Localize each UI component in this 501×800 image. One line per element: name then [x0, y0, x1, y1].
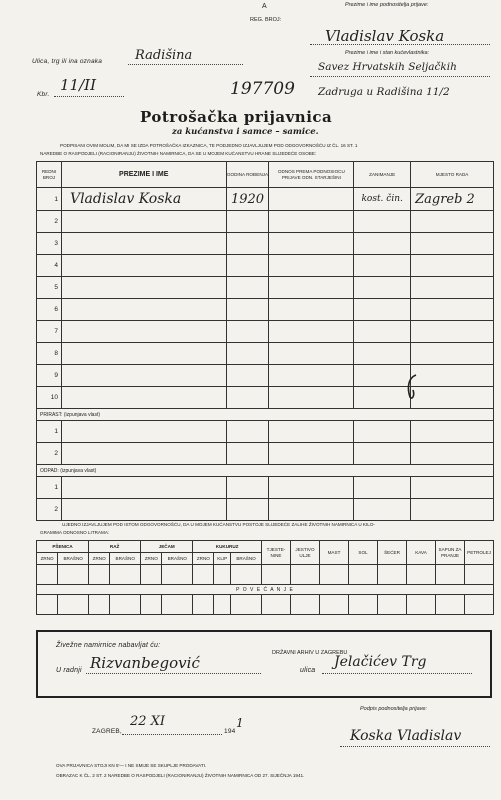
persons-table-header	[37, 162, 494, 188]
prirast-label: PRIRAST: (izpunjava vlast)	[37, 409, 494, 421]
landlord-number: 197709	[230, 79, 295, 99]
sub-brasno: BRAŠNO	[162, 553, 193, 565]
row-number: 2	[37, 443, 62, 465]
purchase-line-1: Živežne namirnice nabavljat ću:	[56, 642, 161, 649]
povecanje-row	[37, 585, 494, 595]
row-relation	[269, 188, 354, 211]
sub-brasno: BRAŠNO	[231, 553, 262, 565]
sub-brasno: BRAŠNO	[110, 553, 141, 565]
intro-text-2: NAREDBE O RASPODJELI (RACIONIRANJU) ŽIVOTNIH NAMIRNICA, DA SE U MOJEM KUĆANSTVU HRANE SLIJEDEĆE OSOBE:	[40, 151, 317, 156]
row-occupation: kost. čin.	[354, 188, 411, 211]
col-tjestenine: TJESTE-NINE	[262, 541, 291, 565]
row-workplace: Zagreb 2	[411, 188, 494, 211]
form-letter: A	[262, 3, 267, 10]
persons-table	[36, 161, 494, 521]
landlord-line-1: Savez Hrvatskih Seljačkih	[318, 61, 457, 73]
col-sapun: SAPUN ZA PRANJE	[436, 541, 465, 565]
sub-zrno: ZRNO	[89, 553, 110, 565]
shop-label: U radnji	[56, 667, 82, 674]
col-godina-rodjenja: GODINA ROĐENJA	[226, 162, 269, 188]
row-number: 4	[37, 255, 62, 277]
col-redni-broj: REDNI BROJ	[37, 162, 62, 188]
row-year: 1920	[226, 188, 269, 211]
sub-zrno: ZRNO	[141, 553, 162, 565]
col-zanimanje: ZANIMANJE	[354, 162, 411, 188]
group-raz: RAŽ	[89, 541, 141, 553]
landlord-caption: Prezime i ime i stan kućevlastnika:	[345, 50, 430, 56]
table-row	[37, 299, 494, 321]
archive-stamp: DRŽAVNI ARHIV U ZAGREBU	[272, 650, 348, 656]
col-secer: ŠEĆER	[378, 541, 407, 565]
table-row	[37, 421, 494, 443]
row-name: Vladislav Koska	[61, 188, 226, 211]
kbr-line	[54, 96, 124, 97]
table-row	[37, 387, 494, 409]
applicant-line	[310, 44, 490, 45]
footer-note-1: OVA PRIJAVNICA STOJI KN 5'— I NE SMIJE SE SKUPLJE PRODAVATI.	[56, 763, 207, 768]
landlord-line	[310, 76, 490, 77]
row-number: 5	[37, 277, 62, 299]
kbr-value: 11/II	[60, 76, 96, 94]
reg-number-label: REG. BROJ:	[250, 17, 282, 23]
table-row	[37, 321, 494, 343]
shop-line	[86, 673, 261, 674]
row-number: 7	[37, 321, 62, 343]
table-row	[37, 477, 494, 499]
row-number: 9	[37, 365, 62, 387]
col-sol: SOL	[349, 541, 378, 565]
stock-increase-row	[37, 595, 494, 615]
row-number: 3	[37, 233, 62, 255]
table-row	[37, 499, 494, 521]
stock-values-row	[37, 565, 494, 585]
group-kukuruz: KUKURUZ	[193, 541, 262, 553]
col-odnos: ODNOS PREMA PODNOSIOCU PRIJAVE ODN. STARJEŠINI	[269, 162, 354, 188]
odpad-section-row	[37, 465, 494, 477]
purchase-street-label: ulica	[300, 667, 316, 674]
street-line	[128, 64, 243, 65]
row-number: 10	[37, 387, 62, 409]
col-jestivo-ulje: JESTIVO ULJE	[291, 541, 320, 565]
stock-text-1: UJEDNO IZJAVLJUJEM POD ISTOM ODGOVORNOŠĆU, DA U MOJEM KUĆANSTVU POSTOJE SLIJEDEĆE ZALIHE ŽIVOTNIH NAMIRNICA U KILO-	[62, 522, 375, 527]
table-row	[37, 233, 494, 255]
table-row	[37, 255, 494, 277]
col-mjesto-rada: MJESTO RADA	[411, 162, 494, 188]
purchase-street-value: Jelačićev Trg	[334, 654, 427, 670]
applicant-caption: Prezime i ime podnositelja prijave:	[345, 2, 429, 8]
form-title: Potrošačka prijavnica	[140, 108, 333, 126]
col-prezime-ime: PREZIME I IME	[61, 162, 226, 188]
table-row	[37, 277, 494, 299]
sub-brasno: BRAŠNO	[58, 553, 89, 565]
row-number: 2	[37, 499, 62, 521]
street-label: Ulica, trg ili ina oznaka	[32, 58, 103, 65]
sub-zrno: ZRNO	[193, 553, 214, 565]
table-row	[37, 365, 494, 387]
form-subtitle: za kućanstva i samce – samice.	[172, 127, 319, 137]
applicant-name: Vladislav Koska	[325, 27, 445, 45]
footer-note-2: OBRAZAC K ČL. 2 ST. 2 NAREDBE O RASPODJELI (RACIONIRANJU) ŽIVOTNIH NAMIRNICA OD 27. SIJEČNJA 1941.	[56, 773, 305, 778]
year-suffix: 194	[224, 728, 236, 735]
row-number: 1	[37, 188, 62, 211]
landlord-line-2: Zadruga u Radišina 11/2	[318, 86, 450, 98]
group-jecam: JEČAM	[141, 541, 193, 553]
stock-table	[36, 540, 494, 615]
street-value: Radišina	[135, 48, 193, 63]
row-number: 1	[37, 477, 62, 499]
sub-klip: KLIP	[214, 553, 231, 565]
year-hand: 1	[236, 716, 244, 730]
handwritten-mark	[404, 372, 420, 402]
row-number: 1	[37, 421, 62, 443]
date-line	[122, 734, 222, 735]
signature-caption: Podpis podnositelja prijave:	[360, 706, 427, 712]
table-row	[37, 443, 494, 465]
row-number: 6	[37, 299, 62, 321]
table-row	[37, 211, 494, 233]
stock-text-2: GRAMIMA ODNOSNO LITRAMA:	[40, 530, 110, 535]
table-row	[37, 188, 494, 211]
place-label: ZAGREB,	[92, 728, 122, 735]
group-psenica: PŠENICA	[37, 541, 89, 553]
kbr-label: Kbr.	[37, 91, 50, 98]
intro-text-1: PODPISANI OVIM MOLIM, DA MI SE IZDA POTROŠAČKA IZKAZNICA, TE PODJEDNO IZJAVLJUJEM POD ODGOVORNOŠĆU IZ ČL. 16 ST. 1	[60, 143, 358, 148]
col-kava: KAVA	[407, 541, 436, 565]
col-petrolej: PETROLEJ	[465, 541, 494, 565]
col-mast: MAST	[320, 541, 349, 565]
shop-value: Rizvanbegović	[90, 654, 200, 672]
row-number: 8	[37, 343, 62, 365]
signature-line	[340, 746, 490, 747]
odpad-label: ODPAD: (izpunjava vlast)	[37, 465, 494, 477]
row-number: 2	[37, 211, 62, 233]
date-value: 22 XI	[130, 714, 166, 729]
povecanje-label: P O V E Ć A N J E	[37, 585, 494, 595]
stock-table-group-header	[37, 541, 494, 553]
table-row	[37, 343, 494, 365]
purchase-street-line	[322, 673, 472, 674]
signature: Koska Vladislav	[350, 728, 462, 744]
sub-zrno: ZRNO	[37, 553, 58, 565]
prirast-section-row	[37, 409, 494, 421]
